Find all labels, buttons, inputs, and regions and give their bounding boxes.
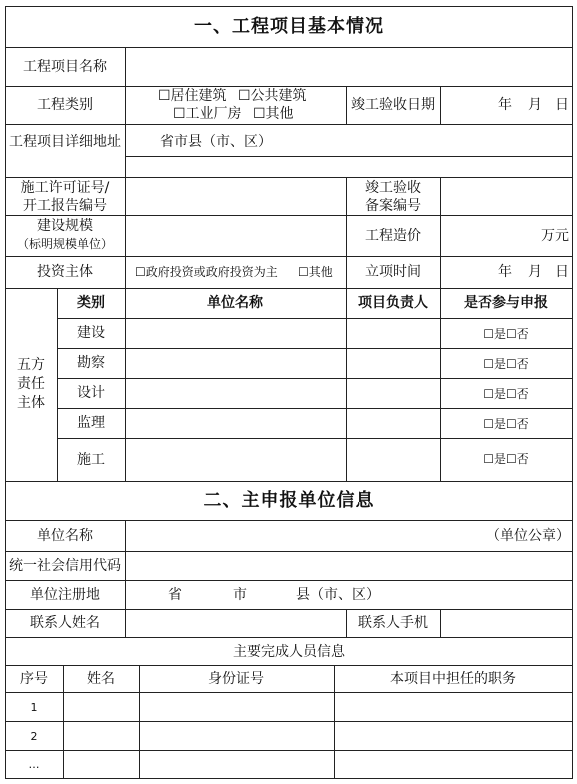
col-divider [440,609,441,638]
five-parties-label-1: 五方 [17,357,45,373]
contact-name-input[interactable] [127,611,345,636]
party-type: 勘察 [77,355,105,371]
col-divider [334,665,335,779]
cost-label: 工程造价 [365,228,421,244]
border-right [572,6,573,779]
col-header-unit-name: 单位名称 [207,295,263,311]
divider [5,177,573,178]
col-divider [139,665,140,779]
staff-header-no: 序号 [20,671,48,687]
divider [5,520,573,521]
staff-header-id: 身份证号 [208,671,264,687]
divider [5,86,573,87]
section2-title: 二、主申报单位信息 [203,490,375,511]
divider [57,408,573,409]
border-bottom [5,778,573,779]
reg-city: 市 [233,587,247,603]
divider [5,47,573,48]
acceptance-number-input[interactable] [442,179,571,214]
divider [5,256,573,257]
col-divider [63,665,64,779]
divider [5,288,573,289]
staff-section-title: 主要完成人员信息 [233,644,345,660]
cost-input[interactable] [442,217,538,255]
reg-county: 县（市、区） [296,587,380,603]
credit-code-input[interactable] [127,553,571,579]
party-type: 建设 [77,325,105,341]
col-divider [440,86,441,124]
divider [5,692,573,693]
divider [57,378,573,379]
staff-row-number: … [28,758,40,771]
scale-label-line2: （标明规模单位） [16,237,114,251]
checkbox-other-type[interactable]: ☐其他 [253,106,294,122]
date-month: 月 [528,97,542,113]
address-input[interactable] [127,158,571,176]
divider [5,481,573,482]
completion-date-label: 竣工验收日期 [351,97,435,113]
divider [5,637,573,638]
col-divider [346,177,347,289]
five-parties-label-3: 主体 [17,395,45,411]
scale-label-line1: 建设规模 [37,218,93,234]
divider [5,721,573,722]
divider [5,124,573,125]
checkbox-residential[interactable]: ☐居住建筑 [158,88,227,104]
col-divider [125,520,126,637]
checkbox-public[interactable]: ☐公共建筑 [238,88,307,104]
staff-header-role: 本项目中担任的职务 [390,671,516,687]
staff-row-number: 2 [30,730,38,743]
permit-number-input[interactable] [127,179,345,214]
divider [5,580,573,581]
party-participate-toggle[interactable]: ☐是☐否 [483,357,529,371]
divider [57,438,573,439]
cost-unit: 万元 [541,228,569,244]
divider [5,750,573,751]
checkbox-other-investment[interactable]: ☐其他 [298,265,333,279]
border-left [5,6,6,779]
completion-date-input[interactable] [442,88,494,122]
address-template: 省市县（市、区） [160,134,272,150]
project-name-input[interactable] [127,49,571,85]
divider [5,665,573,666]
scale-input[interactable] [127,217,345,255]
party-type: 施工 [77,452,105,468]
divider [5,551,573,552]
section1-title: 一、工程项目基本情况 [194,16,384,37]
unit-name-input[interactable] [127,522,477,550]
col-divider [440,177,441,289]
col-divider [125,47,126,289]
project-name-label: 工程项目名称 [23,59,107,75]
reg-province: 省 [168,587,182,603]
divider [125,156,573,157]
approval-day: 日 [555,264,569,280]
staff-header-name: 姓名 [87,671,115,687]
col-header-manager: 项目负责人 [358,295,428,311]
project-type-label: 工程类别 [37,97,93,113]
col-divider [346,609,347,638]
approval-year: 年 [498,264,512,280]
investment-label: 投资主体 [37,264,93,280]
permit-label-line1: 施工许可证号/ [20,180,110,196]
divider [57,348,573,349]
divider [5,215,573,216]
approval-month: 月 [528,264,542,280]
col-header-participate: 是否参与申报 [464,295,548,311]
party-participate-toggle[interactable]: ☐是☐否 [483,327,529,341]
contact-phone-input[interactable] [442,611,571,636]
contact-name-label: 联系人姓名 [30,615,100,631]
divider [57,318,573,319]
col-divider [57,288,58,482]
party-type: 监理 [77,415,105,431]
reg-place-label: 单位注册地 [30,587,100,603]
border-top [5,6,573,7]
seal-note: （单位公章） [486,528,570,544]
unit-name-label: 单位名称 [37,528,93,544]
acceptance-label-line1: 竣工验收 [365,180,421,196]
col-divider [440,288,441,482]
date-year: 年 [498,97,512,113]
contact-phone-label: 联系人手机 [358,615,428,631]
party-participate-toggle[interactable]: ☐是☐否 [483,417,529,431]
address-label: 工程项目详细地址 [9,134,121,150]
party-type: 设计 [77,385,105,401]
checkbox-industrial[interactable]: ☐工业厂房 [173,106,242,122]
acceptance-label-line2: 备案编号 [365,198,421,214]
credit-code-label: 统一社会信用代码 [9,558,121,574]
col-divider [125,288,126,482]
party-participate-toggle[interactable]: ☐是☐否 [483,387,529,401]
col-divider [346,288,347,482]
col-divider [346,86,347,124]
staff-row-number: 1 [30,701,38,714]
col-header-type: 类别 [77,295,105,311]
permit-label-line2: 开工报告编号 [23,198,107,214]
date-day: 日 [555,97,569,113]
five-parties-label-2: 责任 [17,376,45,392]
approval-time-label: 立项时间 [365,264,421,280]
divider [5,609,573,610]
checkbox-gov-investment[interactable]: ☐政府投资或政府投资为主 [135,265,278,279]
party-participate-toggle[interactable]: ☐是☐否 [483,452,529,466]
